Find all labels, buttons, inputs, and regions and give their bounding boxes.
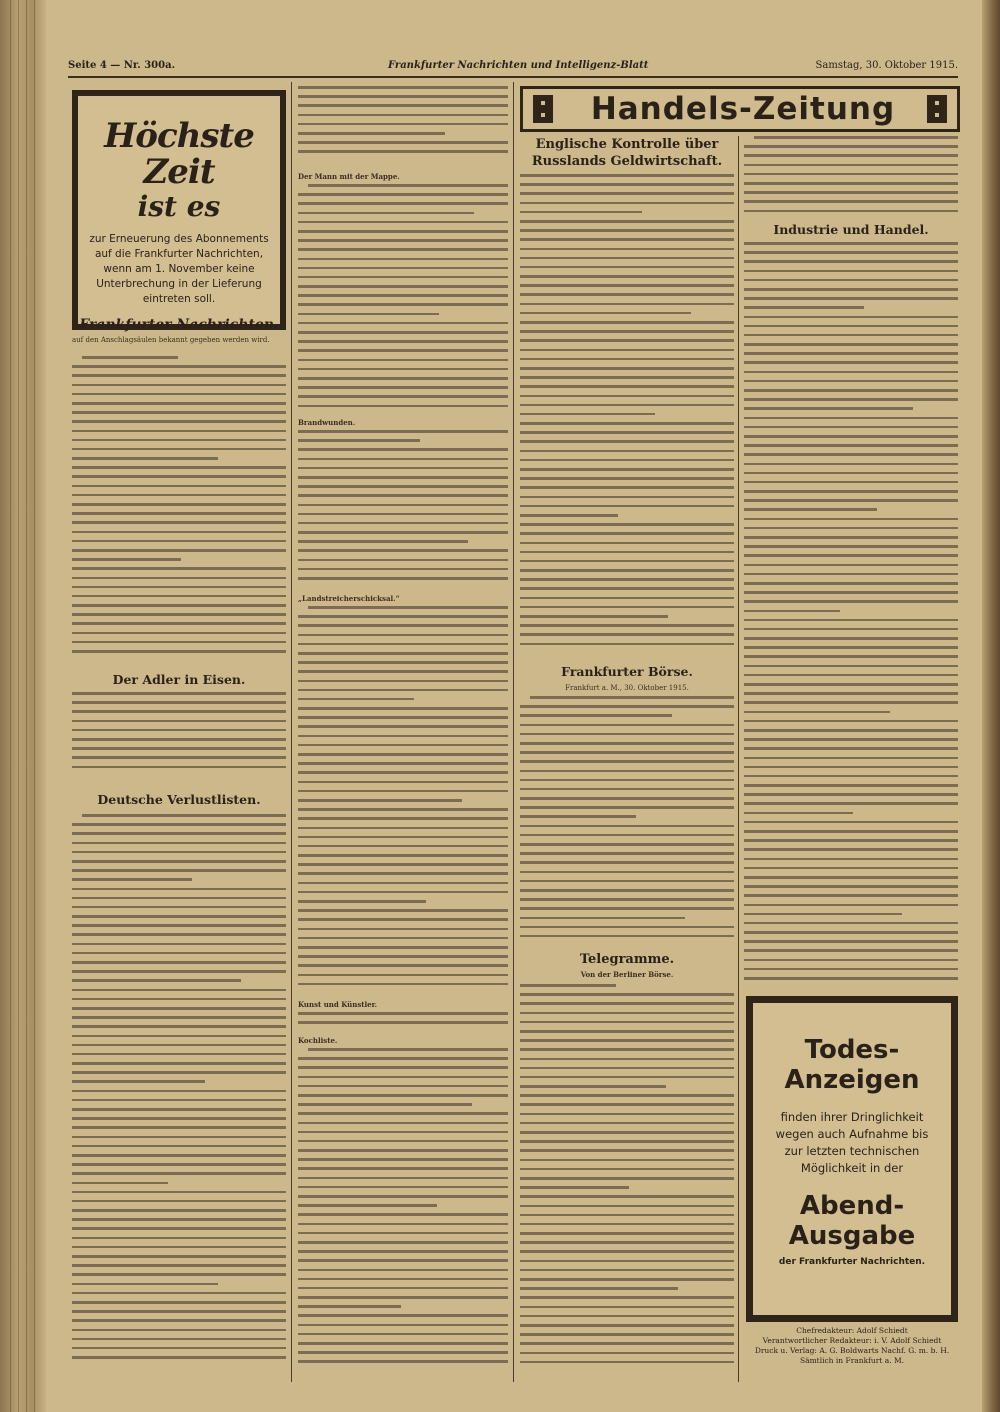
column3-text [520,984,734,1374]
issue-date: Samstag, 30. Oktober 1915. [815,60,958,71]
subhead-kunst: Kunst und Künstler. [298,1000,378,1009]
page-binding [0,0,46,1412]
masthead-ornament [927,95,947,123]
imprint [746,1326,958,1366]
heading-telegramme: Telegramme. [579,952,675,967]
masthead-ornament [533,95,553,123]
todes-signature: der Frankfurter Nachrichten. [778,1257,926,1267]
column-rule [291,82,292,1382]
boerse-dateline: Frankfurt a. M., 30. Oktober 1915. [565,684,689,692]
column2-text [298,430,508,590]
column-rule [513,82,514,1382]
column2-text [298,86,508,168]
heading-englische-kontrolle: Englische Kontrolle über Russlands Geldwirtschaft. [531,137,723,169]
column2-text [298,184,508,414]
heading-adler: Der Adler in Eisen. [112,672,246,687]
column1-text [72,814,286,1374]
ad-headline: Höchste Zeit [104,116,254,192]
column2-text [298,1012,508,1032]
imprint-line: Verantwortlicher Redakteur: i. V. Adolf Schiedt [762,1336,942,1345]
subhead-mappe: Der Mann mit der Mappe. [298,172,400,181]
column-rule [738,136,739,1382]
imprint-line: Sämtlich in Frankfurt a. M. [799,1356,905,1365]
todes-body: finden ihrer Dringlichkeit wegen auch Aufnahme bis zur letzten technischen Möglichkeit in der [775,1110,929,1175]
todes-edition: Abend-Ausgabe [788,1191,916,1251]
subhead-kochliste: Kochliste. [298,1036,338,1045]
ad-signature: Frankfurter Nachrichten. [79,317,279,333]
handels-zeitung-masthead [520,86,960,132]
column1-intro: auf den Anschlagsäulen bekannt gegeben werden wird. [72,336,270,344]
column3-text [520,696,734,946]
heading-verlustlisten: Deutsche Verlustlisten. [97,792,261,807]
column2-text [298,606,508,996]
ad-subheadline: ist es [137,190,221,223]
header-rule [68,76,958,78]
telegramme-sub: Von der Berliner Börse. [580,970,674,979]
column4-text [744,136,958,220]
imprint-line: Druck u. Verlag: A. G. Boldwarts Nachf. G. m. b. H. [754,1346,950,1355]
imprint-line: Chefredakteur: Adolf Schiedt [796,1326,908,1335]
paper-name: Frankfurter Nachrichten und Intelligenz-Blatt [388,60,649,71]
subscription-ad [72,90,286,333]
todes-headline: Todes-Anzeigen [784,1035,920,1095]
subhead-brand: Brandwunden. [298,418,356,427]
subhead-landstreicher: „Landstreicherschicksal.“ [298,594,400,603]
column2-text [298,1048,508,1374]
death-notices-ad [746,996,958,1322]
column1-text [72,692,286,782]
column3-text [520,174,734,654]
heading-industrie-handel: Industrie und Handel. [773,222,929,237]
page-number: Seite 4 — Nr. 300a. [68,60,176,71]
ad-body: zur Erneuerung des Abonnements auf die Frankfurter Nachrichten, wenn am 1. November keine Unterbrechung in der Lieferung eintreten soll. [89,233,269,305]
page-header [68,58,958,76]
heading-frankfurter-boerse: Frankfurter Börse. [561,664,693,679]
column4-text [744,242,958,988]
section-title: Handels-Zeitung [590,91,896,127]
column1-text [72,356,286,666]
page-edge [982,0,1000,1412]
